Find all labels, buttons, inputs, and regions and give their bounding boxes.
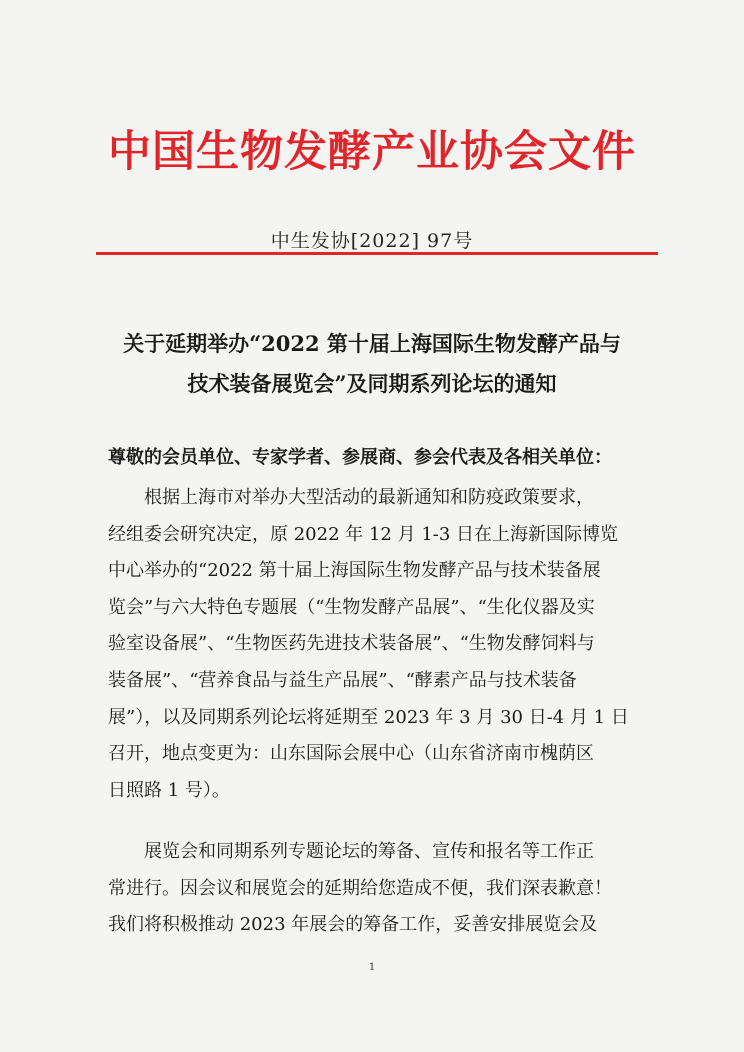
paragraph-line: 召开，地点变更为：山东国际会展中心（山东省济南市槐荫区 <box>108 743 594 765</box>
paragraph-line: 览会”与六大特色专题展（“生物发酵产品展”、“生化仪器及实 <box>108 596 595 618</box>
paragraph-line: 常进行。因会议和展览会的延期给您造成不便，我们深表歉意！ <box>108 877 612 899</box>
red-divider <box>96 252 658 255</box>
paragraph-line: 我们将积极推动 2023 年展会的筹备工作，妥善安排展览会及 <box>108 914 598 936</box>
paragraph-line: 验室设备展”、“生物医药先进技术装备展”、“生物发酵饲料与 <box>108 633 595 655</box>
body-paragraph <box>108 480 648 809</box>
document-number: 中生发协[2022] 97号 <box>270 230 474 252</box>
paragraph-line: 展览会和同期系列专题论坛的筹备、宣传和报名等工作正 <box>144 841 594 862</box>
notice-title <box>60 324 684 404</box>
paragraph-line: 日照路 1 号）。 <box>108 779 230 801</box>
salutation: 尊敬的会员单位、专家学者、参展商、参会代表及各相关单位： <box>108 447 612 468</box>
organization-title: 中国生物发酵产业协会文件 <box>108 127 636 177</box>
paragraph-line: 根据上海市对举办大型活动的最新通知和防疫政策要求， <box>144 487 594 508</box>
notice-title-line: 技术装备展览会”及同期系列论坛的通知 <box>187 371 557 396</box>
paragraph-line: 展”），以及同期系列论坛将延期至 2023 年 3 月 30 日-4 月 1 日 <box>108 706 629 728</box>
page-number: 1 <box>368 962 376 973</box>
notice-title-line: 关于延期举办“2022 第十届上海国际生物发酵产品与 <box>123 331 621 356</box>
paragraph-line: 经组委会研究决定，原 2022 年 12 月 1-3 日在上海新国际博览 <box>108 523 619 545</box>
body-paragraph <box>108 834 648 944</box>
paragraph-line: 中心举办的“2022 第十届上海国际生物发酵产品与技术装备展 <box>108 560 601 582</box>
paragraph-line: 装备展”、“营养食品与益生产品展”、“酵素产品与技术装备 <box>108 669 577 691</box>
